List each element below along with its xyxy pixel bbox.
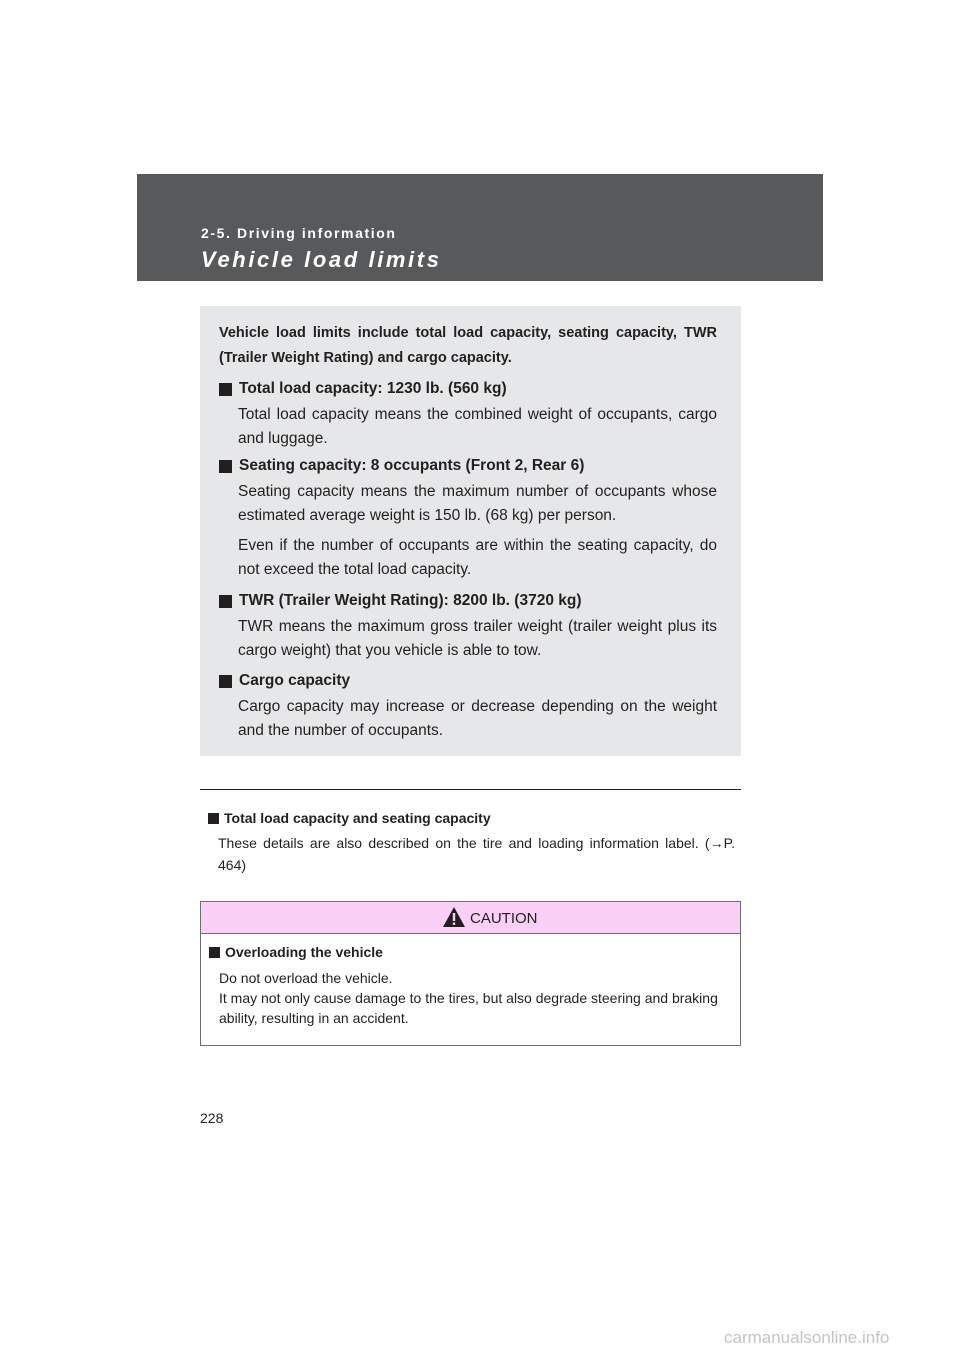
item-body: Total load capacity means the combined weight of occupants, cargo and luggage. [238,406,717,447]
section-header [137,174,823,281]
item-seating-capacity [219,455,717,582]
caution-header [201,902,740,934]
caution-body [219,968,737,1028]
summary-box [200,306,741,756]
divider [200,789,741,790]
note-heading: Total load capacity and seating capacity [224,810,491,826]
item-body: TWR means the maximum gross trailer weight (trailer weight plus its cargo weight) that you vehicle is able to tow. [238,618,717,659]
warning-triangle-icon [442,906,466,928]
watermark: carmanualsonline.info [724,1328,890,1347]
bullet-square-icon [209,947,220,958]
caution-line: Do not overload the vehicle. [219,970,393,986]
item-heading: Seating capacity: 8 occupants (Front 2, Rear 6) [239,457,585,474]
item-total-load [219,378,717,451]
item-body: Cargo capacity may increase or decrease depending on the weight and the number of occupants. [238,698,717,739]
item-cargo-capacity [219,670,717,743]
note-section [208,808,735,876]
item-heading: Cargo capacity [239,672,351,689]
note-body: These details are also described on the tire and loading information label. (→P. 464) [218,835,735,873]
item-heading: Total load capacity: 1230 lb. (560 kg) [239,380,507,397]
bullet-square-icon [219,460,232,473]
caution-box [200,901,741,1046]
item-heading: TWR (Trailer Weight Rating): 8200 lb. (3720 kg) [239,592,582,609]
bullet-square-icon [219,675,232,688]
item-body: Seating capacity means the maximum number of occupants whose estimated average weight is 150 lb. (68 kg) per person. [238,483,717,524]
caution-line: It may not only cause damage to the tires, but also degrade steering and braking ability, resulting in an accident. [219,990,718,1026]
item-twr [219,590,717,663]
page-number: 228 [200,1110,224,1126]
section-label: 2-5. Driving information [201,225,397,241]
summary-intro: Vehicle load limits include total load capacity, seating capacity, TWR (Trailer Weight Rating) and cargo capacity. [219,325,717,366]
bullet-square-icon [208,813,219,824]
caution-heading: Overloading the vehicle [225,944,383,960]
bullet-square-icon [219,595,232,608]
bullet-square-icon [219,383,232,396]
item-body-2: Even if the number of occupants are within the seating capacity, do not exceed the total load capacity. [238,537,717,578]
page-title: Vehicle load limits [201,247,442,272]
caution-label: CAUTION [470,910,538,927]
